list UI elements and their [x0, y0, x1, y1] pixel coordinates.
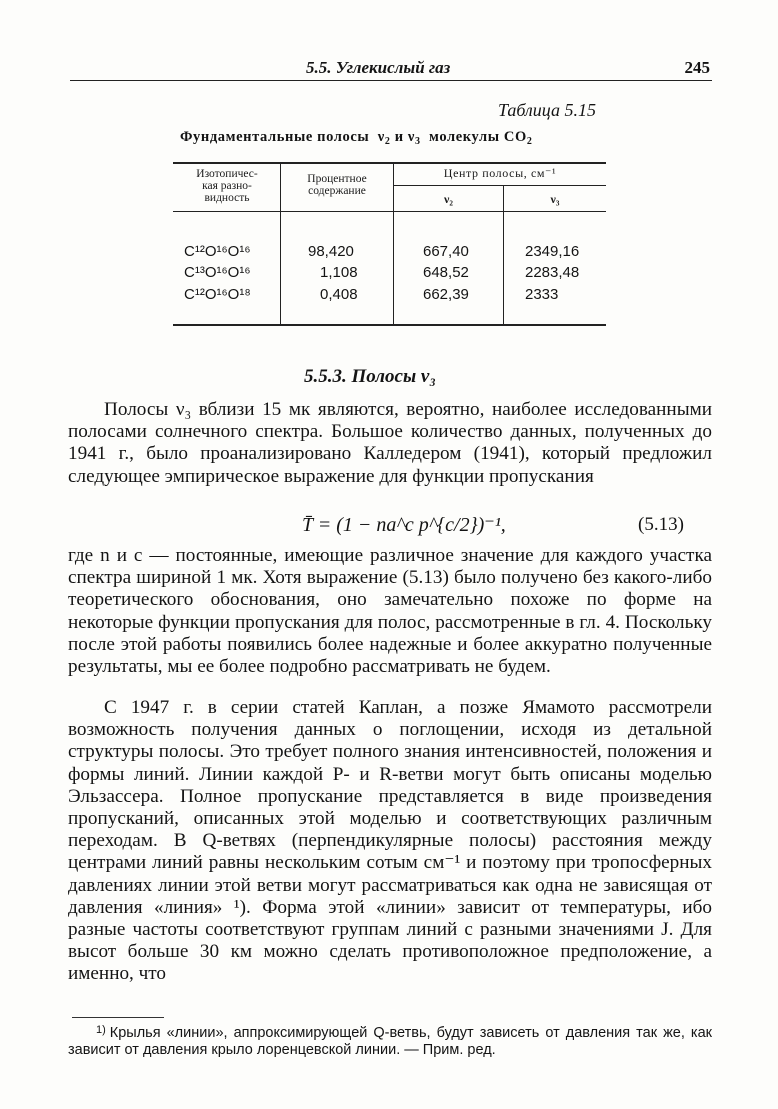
equation-5-13: T̄ = (1 − na^c p^{c/2})⁻¹,: [302, 514, 506, 536]
cell-nu3: 2349,16: [525, 243, 580, 260]
table-label: Таблица 5.15: [497, 100, 596, 120]
header-nu3: ν₃: [550, 192, 560, 206]
paragraph-1: Полосы ν₃ вблизи 15 мк являются, вероятно, наиболее исследованными полосами солнечного спектра. Большое количество данных, полученных до 1941 г., было проанализировано Калледером (1941), который предложил следующее эмпирическое выражение для функции пропускания: [68, 399, 712, 487]
table-header-rule: [173, 211, 606, 212]
paragraph-2: где n и c — постоянные, имеющие различное значение для каждого участка спектра шириной 1 мк. Хотя выражение (5.13) было получено без какого-либо теоретического обоснования, оно замечательно похоже по форме на некоторые функции пропускания для полос, рассмотренные в гл. 4. Поскольку после этой работы появились более надежные и более аккуратно полученные результаты, мы ее более подробно рассматривать не будем.: [68, 545, 712, 678]
header-isotopic: Изотопичес- кая разно- видность: [196, 168, 258, 204]
cell-nu3: 2283,48: [525, 264, 580, 281]
cell-nu2: 662,39: [423, 286, 469, 303]
cell-nu3: 2333: [525, 286, 559, 303]
caption-prefix: Фундаментальные полосы: [180, 129, 370, 145]
footnote-mark: 1): [96, 1024, 106, 1036]
running-title: 5.5. Углекислый газ: [306, 58, 451, 77]
caption-and: и: [394, 129, 404, 145]
cell-nu2: 648,52: [423, 264, 469, 281]
running-head: [70, 58, 712, 81]
header-band-center: Центр полосы, см⁻¹: [443, 166, 557, 180]
footnote: [68, 1022, 712, 1059]
cell-isotope: C¹²O¹⁶O¹⁶: [184, 243, 251, 260]
footnote-rule: [72, 1017, 164, 1018]
paragraph-3: С 1947 г. в серии статей Каплан, а позже Ямамото рассмотрели возможность получения данных о поглощении, исходя из детальной структуры полосы. Это требует полного знания интенсивностей, положения и формы линий. Линии каждой P- и R-ветви могут быть описаны моделью Эльзассера. Полное пропускание представляется в виде произведения пропусканий, описанных этой моделью и соответствующих различным переходам. В Q-ветвях (перпендикулярные полосы) расстояния между центрами линий равны нескольким сотым см⁻¹ и поэтому при тропосферных давлениях линии этой ветви могут рассматриваться как одна не зависящая от давления «линия» ¹). Форма этой «линии» зависит от температуры, ибо разные частоты соответствуют группам линий с разными значениями J. Для высот больше 30 км можно сделать противоположное предположение, а именно, что: [68, 697, 712, 985]
cell-percent: 0,408: [320, 286, 358, 303]
isotope-table: [173, 162, 606, 326]
page-number: 245: [684, 58, 710, 77]
header-nu2: ν₂: [444, 192, 453, 206]
cell-percent: 1,108: [320, 264, 358, 281]
table-subheader-rule: [393, 185, 606, 186]
caption-suffix: молекулы $CO_2$: [429, 129, 533, 147]
footnote-text: Крылья «линии», аппроксимирующей Q-ветвь, будут зависеть от давления так же, как зависит от давления крыло лоренцевской линии. — Прим. ред.: [68, 1025, 712, 1058]
cell-nu2: 667,40: [423, 243, 469, 260]
header-percent: Процентное содержание: [307, 173, 367, 197]
cell-percent: 98,420: [308, 243, 354, 260]
table-caption: [180, 129, 532, 147]
caption-nu3: $\nu_3$: [407, 129, 421, 147]
cell-isotope: C¹³O¹⁶O¹⁶: [184, 264, 251, 281]
table-col-divider-3: [503, 185, 504, 325]
table-top-rule: [173, 162, 606, 164]
table-bottom-rule: [173, 324, 606, 326]
table-col-divider-2: [393, 162, 394, 325]
cell-isotope: C¹²O¹⁶O¹⁸: [184, 286, 251, 303]
equation-number: (5.13): [638, 514, 684, 535]
section-heading: 5.5.3. Полосы ν₃: [304, 366, 436, 387]
caption-nu2: $\nu_2$: [377, 129, 391, 147]
